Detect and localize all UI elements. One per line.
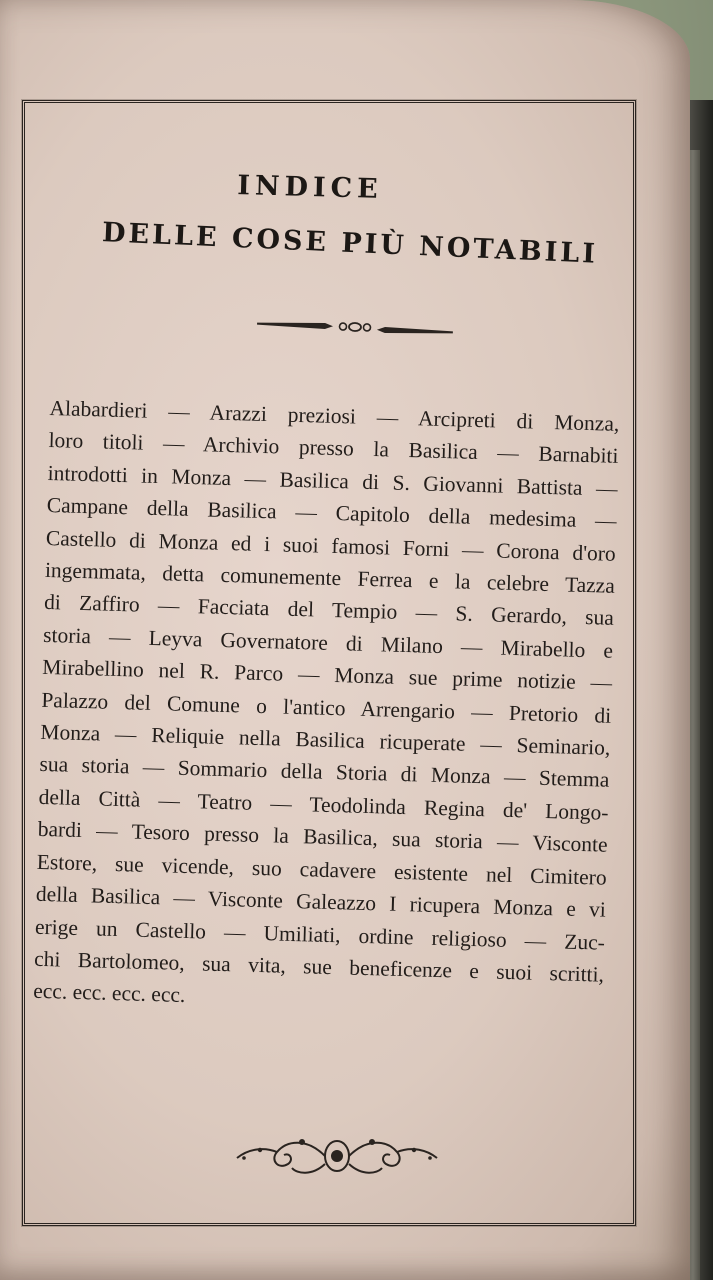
index-line: introdotti in Monza — Basilica di S. Giovanni Battista — — [47, 460, 618, 501]
index-line: Mirabellino nel R. Parco — Monza sue prime notizie — — [41, 655, 613, 696]
index-line: Estore, sue vicende, suo cadavere esistente nel Cimitero — [36, 849, 607, 890]
index-line: ingemmata, detta comunemente Ferrea e la celebre Tazza — [44, 557, 616, 598]
index-line: della Città — Teatro — Teodolinda Regina de' Longo- — [38, 784, 609, 825]
index-line: loro titoli — Archivio presso la Basilica — Barnabiti — [48, 428, 619, 469]
page-subtitle: DELLE COSE PIÙ NOTABILI — [101, 217, 599, 270]
index-line: sua storia — Sommario della Storia di Monza — Stemma — [39, 752, 610, 793]
index-line: Palazzo del Comune o l'antico Arrengario — Pretorio di — [41, 687, 612, 728]
index-line: Monza — Reliquie nella Basilica ricuperate — Seminario, — [40, 719, 611, 760]
index-entries — [33, 392, 620, 1023]
index-line: erige un Castello — Umiliati, ordine religioso — Zuc- — [34, 914, 606, 955]
index-line: ecc. ecc. ecc. ecc. — [32, 979, 186, 1008]
index-line: Alabardieri — Arazzi preziosi — Arcipreti di Monza, — [49, 395, 620, 436]
index-line: della Basilica — Visconte Galeazzo I ricupera Monza e vi — [35, 881, 607, 922]
floral-vignette-icon — [232, 1128, 442, 1180]
index-line: Castello di Monza ed i suoi famosi Forni — Corona d'oro — [45, 525, 617, 566]
index-line: di Zaffiro — Facciata del Tempio — S. Gerardo, sua — [43, 590, 615, 631]
index-line: Campane della Basilica — Capitolo della medesima — — [46, 493, 617, 534]
index-line: storia — Leyva Governatore di Milano — Mirabello e — [42, 622, 614, 663]
index-line: chi Bartolomeo, sua vita, sue beneficenze e suoi scritti, — [33, 946, 605, 987]
index-line: bardi — Tesoro presso la Basilica, sua storia — Visconte — [37, 817, 608, 858]
page-title: INDICE — [236, 170, 384, 205]
